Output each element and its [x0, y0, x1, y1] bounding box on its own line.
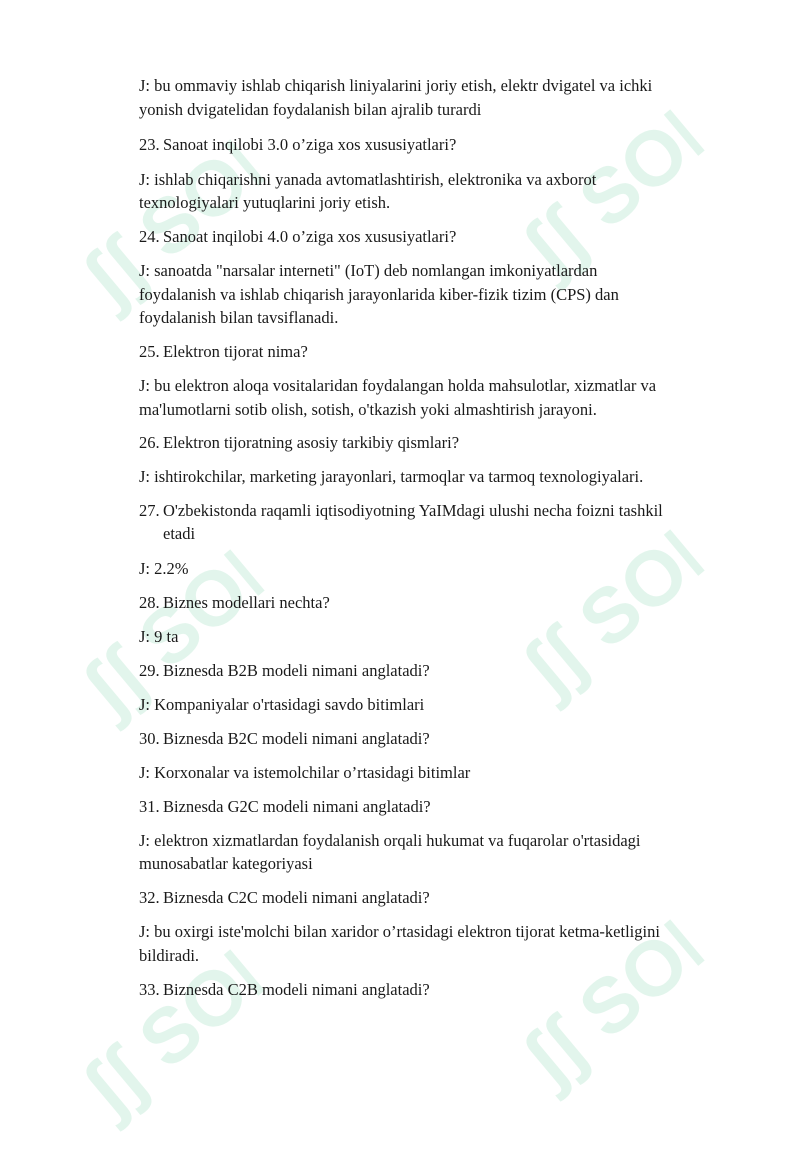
question-item: [139, 135, 456, 155]
question-text: Biznesda B2C modeli nimani anglatadi?: [163, 729, 430, 748]
soff-watermark-logo: [476, 880, 733, 1130]
question-item: [139, 888, 430, 908]
question-item: [139, 797, 431, 817]
svg-text:ʃʃ SOFF: ʃʃ SOFF: [505, 880, 734, 1103]
question-item: [139, 593, 330, 613]
question-number: 24.: [139, 227, 160, 246]
answer-text: J: elektron xizmatlardan foydalanish orqali hukumat va fuqarolar o'rtasidagi: [139, 831, 641, 850]
answer-text: J: bu oxirgi iste'molchi bilan xaridor o’rtasidagi elektron tijorat ketma-ketligini: [139, 922, 660, 941]
answer-text: foydalanish bilan tavsiflanadi.: [139, 308, 339, 327]
question-item: [139, 227, 456, 247]
answer-text: J: sanoatda "narsalar interneti" (IoT) deb nomlangan imkoniyatlardan: [139, 261, 598, 280]
answer-text: J: bu ommaviy ishlab chiqarish liniyalarini joriy etish, elektr dvigatel va ichki: [139, 76, 653, 95]
question-text-continuation: etadi: [163, 524, 196, 543]
question-text: Sanoat inqilobi 3.0 o’ziga xos xususiyatlari?: [163, 135, 457, 154]
answer-text: yonish dvigatelidan foydalanish bilan ajralib turardi: [139, 100, 482, 119]
soff-watermark-logo: [476, 490, 733, 740]
question-item: [139, 433, 459, 453]
svg-text:ʃʃ SOFF: ʃʃ SOFF: [65, 510, 294, 733]
question-number: 33.: [139, 980, 160, 999]
question-item: [139, 342, 308, 362]
soff-watermark-logo: [476, 70, 733, 320]
question-number: 27.: [139, 501, 160, 520]
question-text: Biznesda C2B modeli nimani anglatadi?: [163, 980, 430, 999]
question-number: 30.: [139, 729, 160, 748]
svg-text:ʃʃ SOFF: ʃʃ SOFF: [505, 70, 734, 293]
question-item: [139, 661, 430, 681]
answer-text: J: ishtirokchilar, marketing jarayonlari, tarmoqlar va tarmoq texnologiyalari.: [139, 467, 644, 486]
question-item: [139, 501, 663, 521]
question-number: 29.: [139, 661, 160, 680]
answer-text: J: bu elektron aloqa vositalaridan foydalangan holda mahsulotlar, xizmatlar va: [139, 376, 657, 395]
question-text: Biznes modellari nechta?: [163, 593, 330, 612]
answer-text: J: Korxonalar va istemolchilar o’rtasidagi bitimlar: [139, 763, 471, 782]
answer-text: bildiradi.: [139, 946, 200, 965]
answer-text: J: ishlab chiqarishni yanada avtomatlashtirish, elektronika va axborot: [139, 170, 597, 189]
question-text: Biznesda G2C modeli nimani anglatadi?: [163, 797, 431, 816]
answer-text: munosabatlar kategoriyasi: [139, 854, 313, 873]
question-text: Elektron tijorat nima?: [163, 342, 308, 361]
question-item: [139, 729, 430, 749]
svg-text:ʃʃ SOFF: ʃʃ SOFF: [65, 100, 294, 323]
question-number: 23.: [139, 135, 160, 154]
question-text: Sanoat inqilobi 4.0 o’ziga xos xususiyatlari?: [163, 227, 457, 246]
question-text: Biznesda B2B modeli nimani anglatadi?: [163, 661, 430, 680]
question-text: O'zbekistonda raqamli iqtisodiyotning YaIMdagi ulushi necha foizni tashkil: [163, 501, 663, 520]
question-text: Biznesda C2C modeli nimani anglatadi?: [163, 888, 430, 907]
question-text: Elektron tijoratning asosiy tarkibiy qismlari?: [163, 433, 460, 452]
answer-text: texnologiyalari yutuqlarini joriy etish.: [139, 193, 391, 212]
question-number: 32.: [139, 888, 160, 907]
question-number: 26.: [139, 433, 160, 452]
svg-text:ʃʃ SOFF: ʃʃ SOFF: [65, 910, 294, 1133]
answer-text: foydalanish va ishlab chiqarish jarayonlarida kiber-fizik tizim (CPS) dan: [139, 285, 619, 304]
question-number: 25.: [139, 342, 160, 361]
question-number: 31.: [139, 797, 160, 816]
question-number: 28.: [139, 593, 160, 612]
answer-text: ma'lumotlarni sotib olish, sotish, o'tkazish yoki almashtirish jarayoni.: [139, 400, 597, 419]
answer-text: J: 9 ta: [139, 627, 179, 646]
answer-text: J: 2.2%: [139, 559, 189, 578]
svg-text:ʃʃ SOFF: ʃʃ SOFF: [505, 490, 734, 713]
question-item: [139, 980, 430, 1000]
answer-text: J: Kompaniyalar o'rtasidagi savdo bitimlari: [139, 695, 425, 714]
